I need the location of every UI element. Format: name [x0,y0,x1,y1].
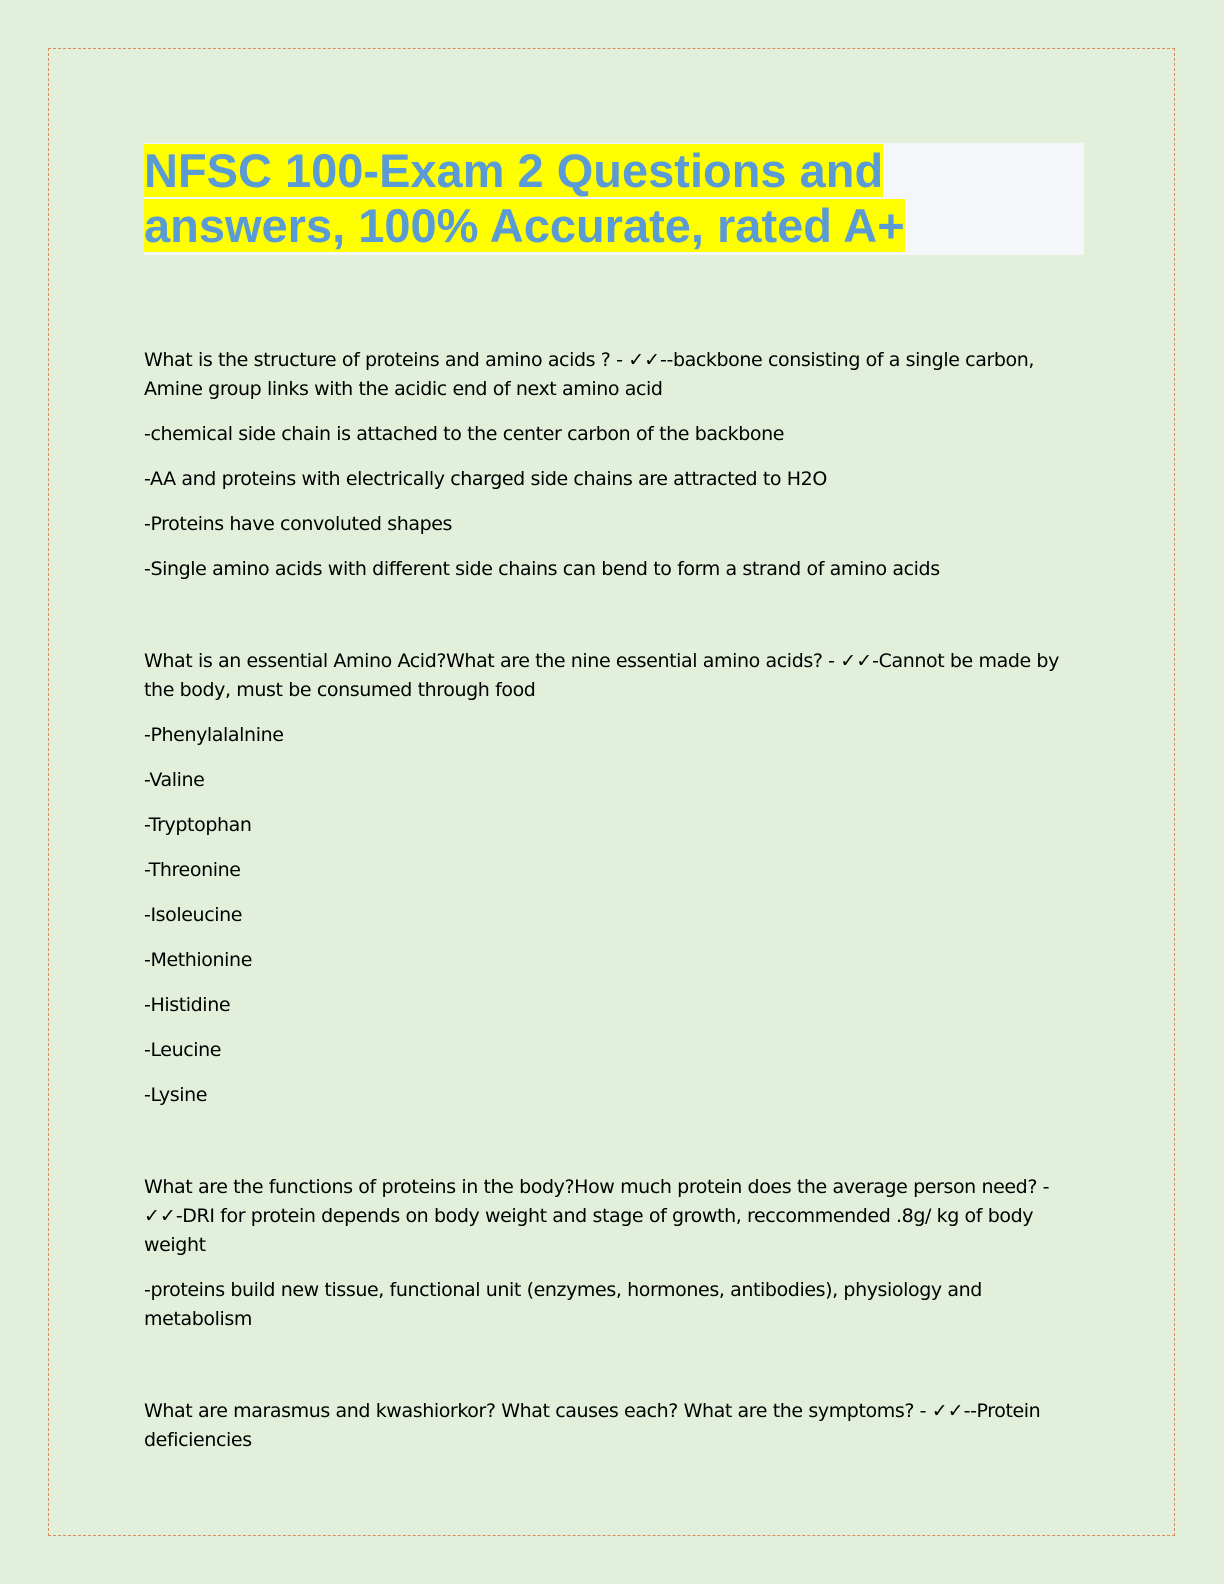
answer-line: -Tryptophan [144,814,252,836]
answer-line: -AA and proteins with electrically charged side chains are attracted to H2O [144,468,827,490]
check-icon: ✓✓ [628,349,661,371]
question-text: What are the functions of proteins in the body?How much protein does the average person need? - [144,1176,1050,1198]
question-text: What is an essential Amino Acid?What are the nine essential amino acids? - [144,650,841,672]
answer-text: -DRI for protein depends on body weight and stage of growth, reccommended .8g/ kg of body weight [144,1205,1034,1256]
answer-line: -Proteins have convoluted shapes [144,513,453,535]
check-icon: ✓✓ [144,1205,176,1227]
answer-line: -Threonine [144,859,241,881]
answer-line: -Methionine [144,949,252,971]
question-text: What are marasmus and kwashiorkor? What causes each? What are the symptoms? - [144,1400,932,1422]
answer-line: -Valine [144,769,205,791]
answer-line: -Leucine [144,1039,222,1061]
answer-text: --Protein deficiencies [144,1400,1041,1451]
answer-line: -Isoleucine [144,904,243,926]
document-title [144,143,1084,253]
question-paragraph [144,1173,1089,1260]
answer-line: -Histidine [144,994,231,1016]
question-paragraph [144,647,1089,705]
answer-line: -Single amino acids with different side chains can bend to form a strand of amino acids [144,558,940,580]
answer-line: -chemical side chain is attached to the center carbon of the backbone [144,423,785,445]
check-icon: ✓✓ [840,650,873,672]
qa-section [144,1397,1089,1455]
document-body [144,346,1089,1455]
qa-section [144,647,1089,1110]
answer-text: --backbone consisting of a single carbon, Amine group links with the acidic end of next amino acid [144,349,1035,400]
question-paragraph [144,1397,1089,1455]
question-text: What is the structure of proteins and amino acids ? - [144,349,629,371]
answer-line: -Phenylalalnine [144,724,284,746]
answer-line: -proteins build new tissue, functional unit (enzymes, hormones, antibodies), physiology and metabolism [144,1279,982,1330]
qa-section [144,1173,1089,1334]
qa-section [144,346,1089,584]
title-block [144,143,1084,255]
answer-text: -Cannot be made by the body, must be consumed through food [144,650,1059,701]
question-paragraph [144,346,1089,404]
answer-line: -Lysine [144,1084,208,1106]
title-highlight: NFSC 100-Exam 2 Questions and answers, 100% Accurate, rated A+ [144,144,905,252]
check-icon: ✓✓ [931,1400,964,1422]
